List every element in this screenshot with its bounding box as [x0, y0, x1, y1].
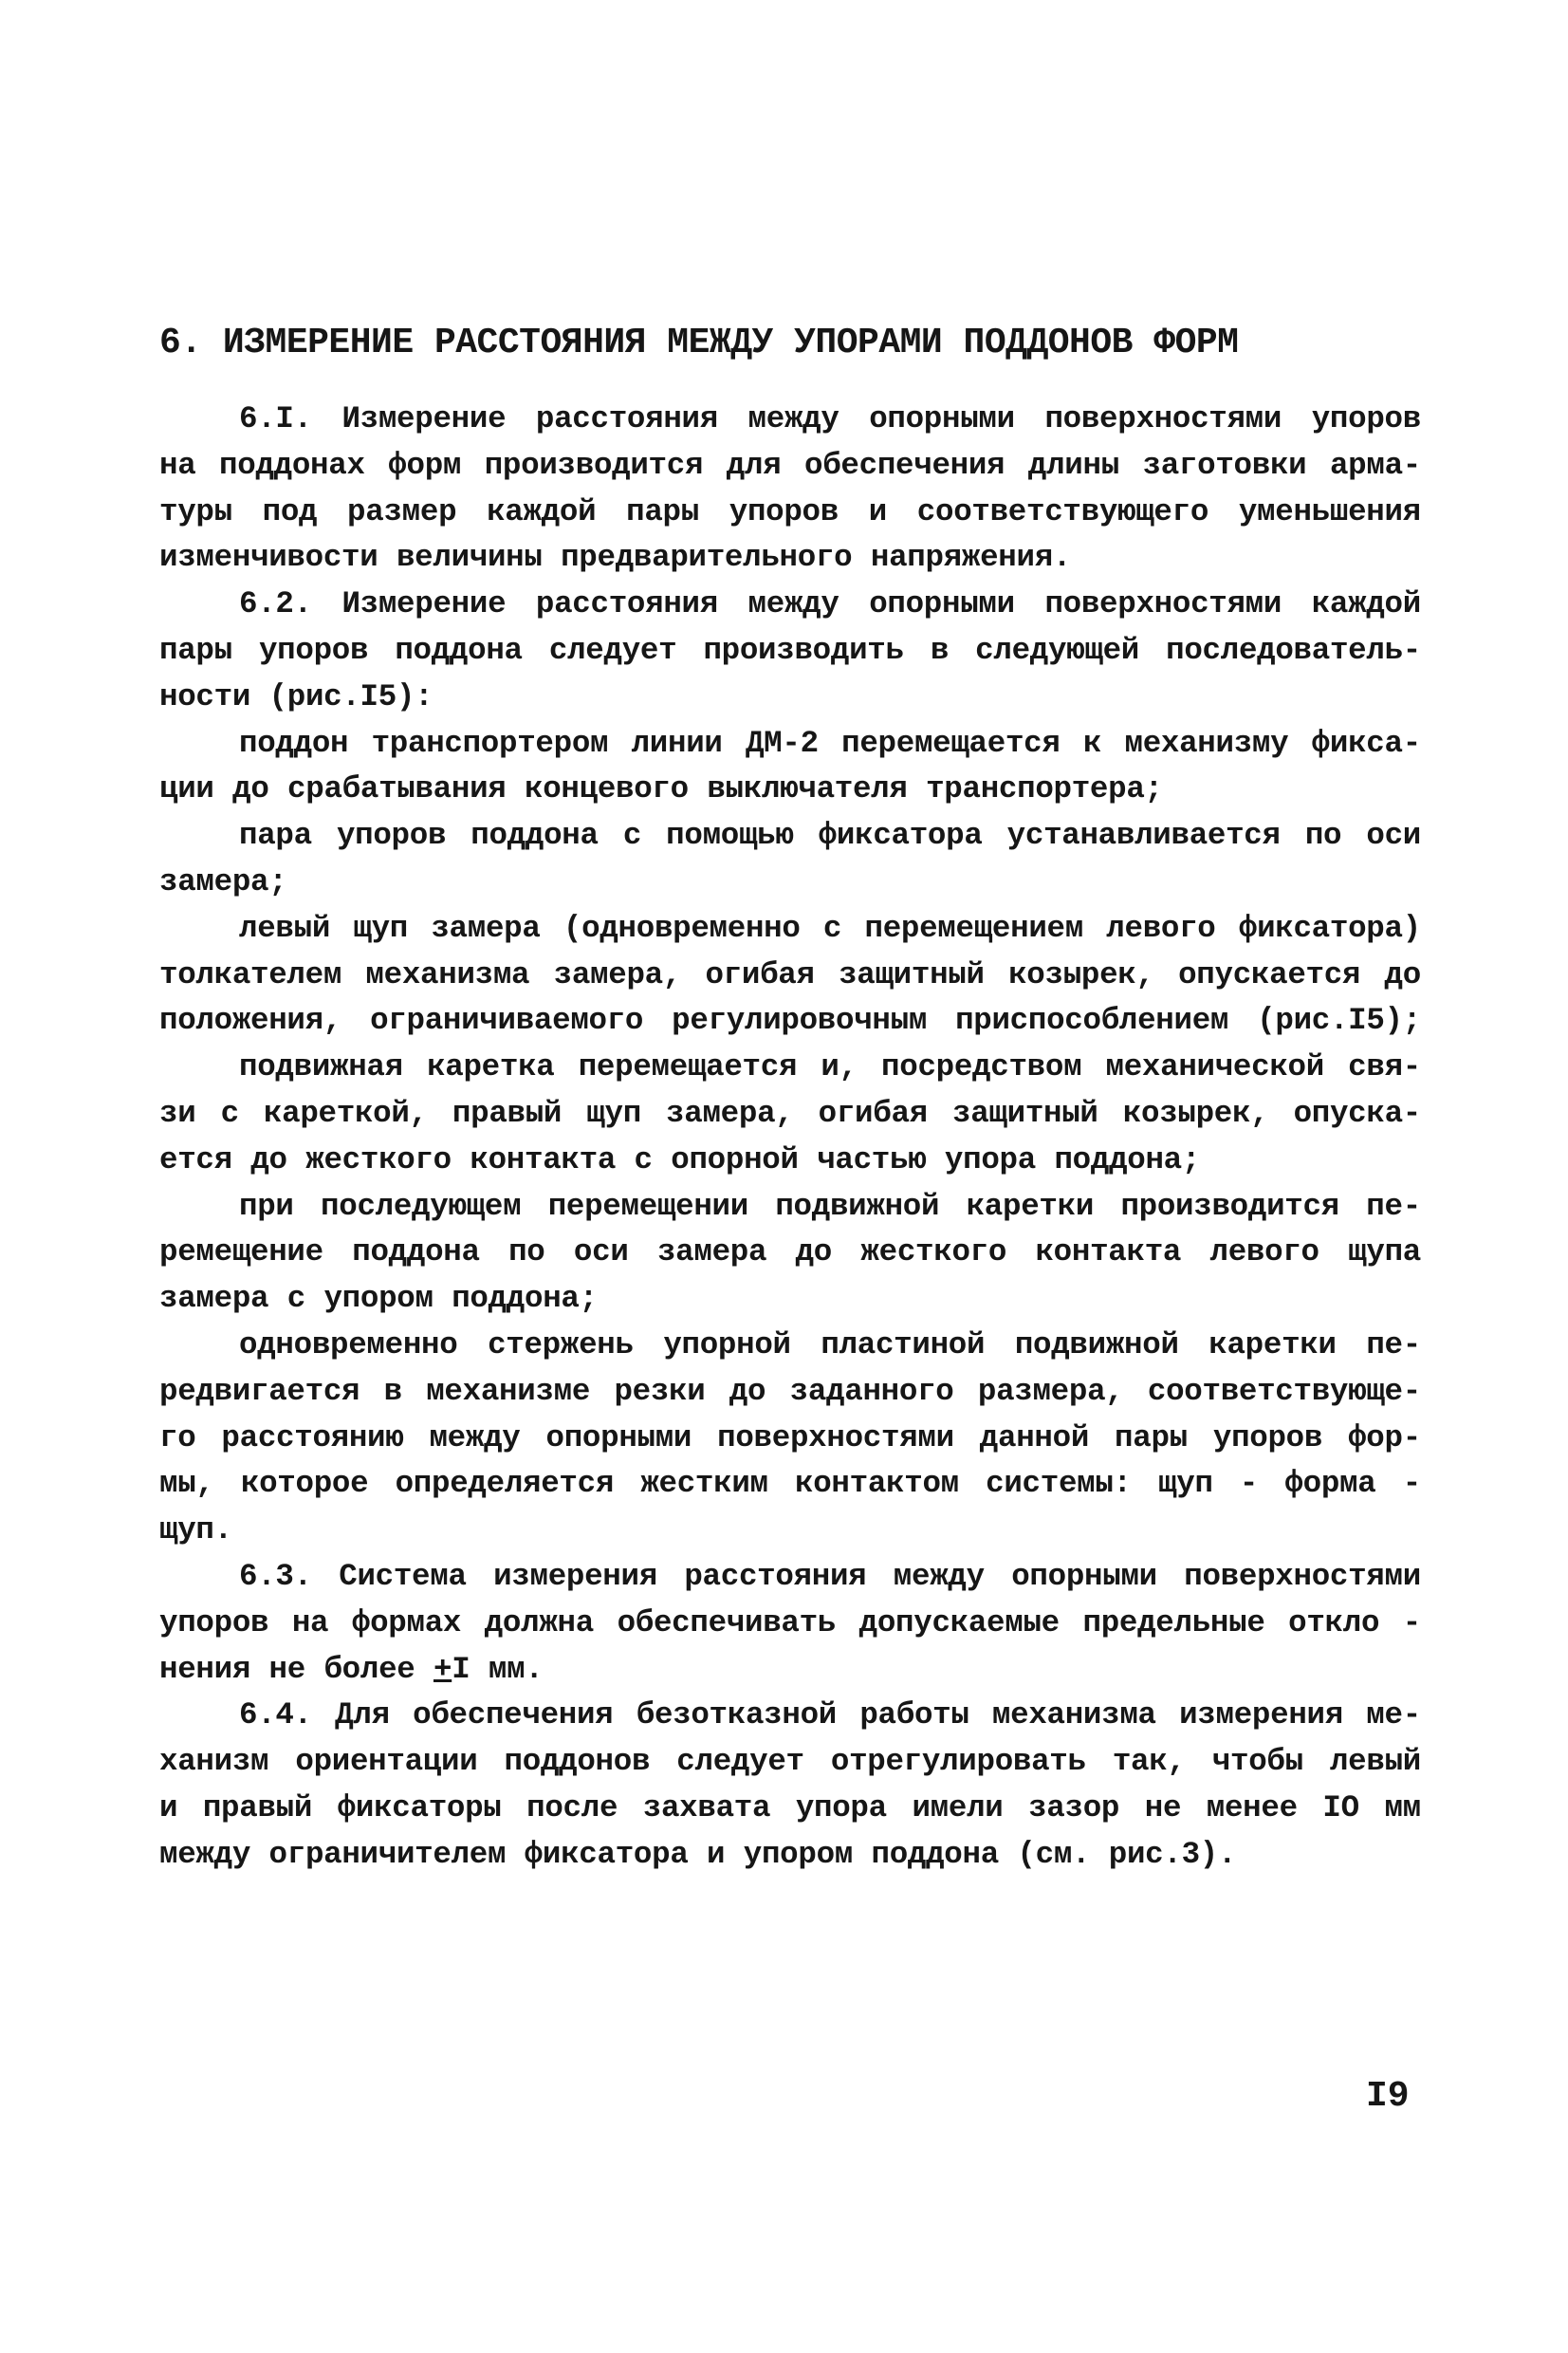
word: с — [622, 818, 642, 854]
word: и — [707, 1836, 726, 1872]
word: приспособлением — [955, 1003, 1229, 1039]
word: толкателем — [159, 956, 342, 992]
word: напряжения. — [870, 540, 1072, 576]
word: Для — [335, 1697, 390, 1733]
word: поддона; — [1054, 1141, 1201, 1177]
word: поверхностями — [1044, 401, 1282, 436]
word: между — [893, 1558, 985, 1594]
word: изменчивости — [159, 540, 378, 576]
word: производится — [484, 447, 704, 483]
text-line — [159, 1138, 1421, 1184]
word: срабатывания — [287, 771, 507, 807]
word: Измерение — [341, 586, 507, 622]
word: соответствующе- — [1147, 1373, 1421, 1409]
word: производить — [703, 632, 904, 668]
word: измерения — [1179, 1697, 1343, 1733]
word: подвижная — [239, 1049, 403, 1085]
word: перемещается — [578, 1049, 798, 1085]
word: поверхностями — [1044, 586, 1282, 622]
text-line — [159, 998, 1421, 1045]
text-line — [159, 1461, 1421, 1508]
word: щуп — [586, 1095, 641, 1131]
word: - — [1239, 1466, 1259, 1502]
word: последователь- — [1166, 632, 1421, 668]
word: опускается — [1178, 956, 1361, 992]
word: фор- — [1348, 1419, 1421, 1455]
word: поддона — [395, 632, 523, 668]
word: мм. — [488, 1651, 544, 1687]
word: поддонов — [504, 1744, 651, 1780]
word: между — [747, 401, 839, 436]
word: фиксаторы — [337, 1789, 502, 1825]
word: поддона — [352, 1234, 480, 1270]
word: уменьшения — [1238, 493, 1421, 529]
word: обеспечивать — [617, 1604, 837, 1640]
text-line — [159, 1184, 1421, 1231]
word: транспортера; — [926, 771, 1163, 807]
word: обеспечения — [804, 447, 1005, 483]
text-line — [159, 675, 1421, 721]
word: ограничиваемого — [370, 1003, 644, 1039]
word: работы — [859, 1697, 969, 1733]
word: пластиной — [821, 1326, 986, 1362]
word: замера, — [666, 1095, 794, 1131]
word: жесткого — [305, 1141, 452, 1177]
word: оси — [573, 1234, 629, 1270]
word: жестким — [640, 1466, 768, 1502]
text-line — [159, 443, 1421, 490]
word: свя- — [1348, 1049, 1421, 1085]
word: огибая — [818, 1095, 928, 1131]
word: опорными — [869, 401, 1015, 436]
body-text — [159, 397, 1421, 1879]
text-line — [159, 1230, 1421, 1276]
word: ограничителем — [268, 1836, 507, 1872]
word: помощью — [666, 818, 794, 854]
word: ется — [159, 1141, 232, 1177]
word: каретки — [966, 1188, 1095, 1224]
word: каждой — [1311, 586, 1421, 622]
word: замера, — [553, 956, 682, 992]
word: расстояния — [535, 401, 718, 436]
text-line — [159, 1091, 1421, 1138]
word: опорными — [1011, 1558, 1157, 1594]
word: фиксатора — [818, 818, 983, 854]
word: до — [729, 1373, 766, 1409]
word: заданного — [789, 1373, 954, 1409]
word: поверхностями — [717, 1419, 954, 1455]
text-line — [159, 767, 1421, 813]
word: размера, — [977, 1373, 1124, 1409]
word: между — [429, 1419, 521, 1455]
text-line — [159, 1647, 1421, 1694]
section-heading: 6. ИЗМЕРЕНИЕ РАССТОЯНИЯ МЕЖДУ УПОРАМИ ПОДДОНОВ ФОРМ — [159, 323, 1239, 363]
word: упоров — [258, 632, 369, 668]
word: определяется — [395, 1466, 615, 1502]
text-line — [159, 813, 1421, 860]
word: длины — [1027, 447, 1119, 483]
word: упоров — [1212, 1419, 1323, 1455]
word: на — [291, 1604, 329, 1640]
word: контакта — [1035, 1234, 1182, 1270]
word: 6.I. — [239, 401, 312, 436]
word: поддона; — [452, 1281, 598, 1317]
word: по — [1304, 818, 1342, 854]
word: на — [159, 447, 196, 483]
page-number: I9 — [1366, 2076, 1410, 2117]
text-line — [159, 1508, 1421, 1554]
word: поддон — [239, 725, 349, 761]
text-line — [159, 1369, 1421, 1416]
word: 6.3. — [239, 1558, 312, 1594]
word: каретки — [1208, 1326, 1337, 1362]
text-line — [159, 1739, 1421, 1786]
word: пары — [159, 632, 232, 668]
word: менее — [1206, 1789, 1298, 1825]
word: замера — [431, 910, 541, 946]
word: защитный — [952, 1095, 1098, 1131]
word: безотказной — [636, 1697, 837, 1733]
word: защитный — [839, 956, 985, 992]
word: опорными — [545, 1419, 692, 1455]
word: 6.2. — [239, 586, 312, 622]
word: перемещением — [864, 910, 1083, 946]
word: предварительного — [561, 540, 853, 576]
word: так, — [1112, 1744, 1186, 1780]
text-line — [159, 953, 1421, 999]
word: допускаемые — [858, 1604, 1060, 1640]
word: концевого — [525, 771, 689, 807]
word: положения, — [159, 1003, 342, 1039]
word: величины — [396, 540, 543, 576]
word: ханизм — [159, 1744, 269, 1780]
word: пары — [626, 493, 699, 529]
word: для — [726, 447, 782, 483]
word: подвижной — [775, 1188, 940, 1224]
word: правый — [452, 1095, 563, 1131]
word: с — [220, 1095, 239, 1131]
word: рис.3). — [1108, 1836, 1237, 1872]
text-line — [159, 1786, 1421, 1832]
word: упором — [743, 1836, 853, 1872]
word: упоров — [159, 1604, 269, 1640]
word: каждой — [487, 493, 597, 529]
text-line — [159, 490, 1421, 536]
word: ориентации — [295, 1744, 478, 1780]
word: упоров — [336, 818, 447, 854]
word: го — [159, 1419, 196, 1455]
word: поддона — [871, 1836, 999, 1872]
word: ме- — [1366, 1697, 1421, 1733]
text-line — [159, 1832, 1421, 1879]
word: посредством — [881, 1049, 1082, 1085]
word: последующем — [321, 1188, 522, 1224]
word: регулировочным — [672, 1003, 928, 1039]
word: механизме — [426, 1373, 591, 1409]
word: данной — [979, 1419, 1090, 1455]
word: не — [1144, 1789, 1182, 1825]
word: кареткой, — [263, 1095, 428, 1131]
word: механизму — [1124, 725, 1289, 761]
word: захвата — [642, 1789, 771, 1825]
word: отрегулировать — [830, 1744, 1086, 1780]
word: упора — [944, 1141, 1036, 1177]
word: с — [822, 910, 842, 946]
word: упорной — [663, 1326, 791, 1362]
text-line — [159, 535, 1421, 582]
word: в — [930, 632, 950, 668]
word: подвижной — [1014, 1326, 1179, 1362]
word: которое — [240, 1466, 369, 1502]
word: щупа — [1348, 1234, 1421, 1270]
word: формах — [351, 1604, 462, 1640]
word: перемещении — [547, 1188, 748, 1224]
word: нения — [159, 1651, 251, 1687]
word: редвигается — [159, 1373, 360, 1409]
word: расстояния — [684, 1558, 867, 1594]
word: фикса- — [1311, 725, 1421, 761]
word: опорной — [671, 1141, 799, 1177]
word: (рис.I5); — [1257, 1003, 1421, 1039]
word: туры — [159, 493, 232, 529]
text-line — [159, 1693, 1421, 1739]
word: с — [286, 1281, 305, 1317]
word: контакта — [470, 1141, 617, 1177]
text-line — [159, 397, 1421, 443]
word: (рис.I5): — [268, 678, 434, 714]
word: заготовки — [1142, 447, 1307, 483]
word: обеспечения — [413, 1697, 614, 1733]
word: следует — [676, 1744, 804, 1780]
word: измерения — [493, 1558, 657, 1594]
word: до — [232, 771, 269, 807]
text-line — [159, 1276, 1421, 1323]
word: левый — [1329, 1744, 1421, 1780]
word: и — [868, 493, 887, 529]
word: механической — [1105, 1049, 1324, 1085]
word: мм — [1384, 1789, 1421, 1825]
word: при — [239, 1188, 294, 1224]
word: до — [795, 1234, 833, 1270]
word: левого — [1209, 1234, 1319, 1270]
word: щуп. — [159, 1512, 232, 1548]
word: упоров — [1311, 401, 1421, 436]
text-line — [159, 582, 1421, 628]
text-line — [159, 906, 1421, 953]
word: не — [268, 1651, 305, 1687]
word: должна — [484, 1604, 594, 1640]
word: по — [508, 1234, 545, 1270]
word: левый — [239, 910, 331, 946]
word: контактом — [795, 1466, 959, 1502]
word: следует — [548, 632, 677, 668]
word: откло — [1288, 1604, 1380, 1640]
word: - — [1402, 1466, 1421, 1502]
word: следующей — [975, 632, 1139, 668]
word: +I — [433, 1651, 470, 1687]
word: ности — [159, 678, 251, 714]
text-line — [159, 1416, 1421, 1462]
word: ремещение — [159, 1234, 323, 1270]
word: к — [1082, 725, 1102, 761]
word: зи — [159, 1095, 196, 1131]
word: упоров — [729, 493, 839, 529]
word: и, — [821, 1049, 858, 1085]
text-line — [159, 1554, 1421, 1601]
word: в — [383, 1373, 402, 1409]
word: механизма — [991, 1697, 1156, 1733]
word: поддона — [470, 818, 599, 854]
word: (одновременно — [563, 910, 801, 946]
word: частью — [817, 1141, 927, 1177]
word: опорными — [869, 586, 1015, 622]
text-line — [159, 1045, 1421, 1091]
word: пе- — [1366, 1326, 1421, 1362]
word: выключателя — [707, 771, 908, 807]
word: упором — [323, 1281, 434, 1317]
word: - — [1402, 1604, 1421, 1640]
word: ДМ-2 — [745, 725, 819, 761]
word: резки — [614, 1373, 706, 1409]
word: фиксатора) — [1238, 910, 1421, 946]
text-line — [159, 860, 1421, 906]
word: замера — [159, 1281, 269, 1317]
word: пе- — [1366, 1188, 1421, 1224]
word: форм — [388, 447, 462, 483]
word: IO — [1322, 1789, 1359, 1825]
word: замера — [656, 1234, 767, 1270]
word: арма- — [1329, 447, 1421, 483]
word: между — [159, 1836, 251, 1872]
text-line — [159, 721, 1421, 768]
word: устанавливается — [1006, 818, 1281, 854]
word: после — [526, 1789, 618, 1825]
word: опуска- — [1293, 1095, 1421, 1131]
word: Измерение — [341, 401, 507, 436]
word: оси — [1366, 818, 1421, 854]
word: с — [634, 1141, 653, 1177]
text-line — [159, 628, 1421, 675]
word: под — [262, 493, 318, 529]
word: мы, — [159, 1466, 214, 1502]
word: упора — [795, 1789, 887, 1825]
text-line — [159, 1601, 1421, 1647]
word: более — [323, 1651, 415, 1687]
word: до — [250, 1141, 287, 1177]
word: размер — [347, 493, 457, 529]
word: поддонах — [219, 447, 365, 483]
word: огибая — [705, 956, 815, 992]
word: 6.4. — [239, 1697, 312, 1733]
word: между — [747, 586, 839, 622]
word: замера; — [159, 863, 287, 899]
word: системы: — [986, 1466, 1132, 1502]
word: правый — [202, 1789, 313, 1825]
word: каретка — [427, 1049, 555, 1085]
word: производится — [1120, 1188, 1339, 1224]
word: транспортером — [371, 725, 609, 761]
word: перемещается — [841, 725, 1061, 761]
word: щуп — [353, 910, 408, 946]
word: жесткого — [860, 1234, 1007, 1270]
word: пара — [239, 818, 312, 854]
word: до — [1384, 956, 1421, 992]
word: Система — [339, 1558, 467, 1594]
word: одновременно — [239, 1326, 458, 1362]
word: расстоянию — [221, 1419, 404, 1455]
word: и — [159, 1789, 178, 1825]
word: предельные — [1082, 1604, 1265, 1640]
word: левого — [1106, 910, 1216, 946]
text-line — [159, 1323, 1421, 1369]
word: ции — [159, 771, 214, 807]
word: стержень — [488, 1326, 634, 1362]
word: пары — [1115, 1419, 1188, 1455]
word: фиксатора — [524, 1836, 689, 1872]
word: чтобы — [1211, 1744, 1303, 1780]
word: (см. — [1017, 1836, 1091, 1872]
word: линии — [631, 725, 723, 761]
word: козырек, — [1008, 956, 1154, 992]
word: козырек, — [1122, 1095, 1269, 1131]
word: зазор — [1028, 1789, 1120, 1825]
word: расстояния — [535, 586, 718, 622]
word: щуп — [1158, 1466, 1213, 1502]
word: имели — [912, 1789, 1004, 1825]
word: форма — [1284, 1466, 1376, 1502]
word: механизма — [365, 956, 530, 992]
word: поверхностями — [1184, 1558, 1421, 1594]
word: соответствующего — [916, 493, 1209, 529]
